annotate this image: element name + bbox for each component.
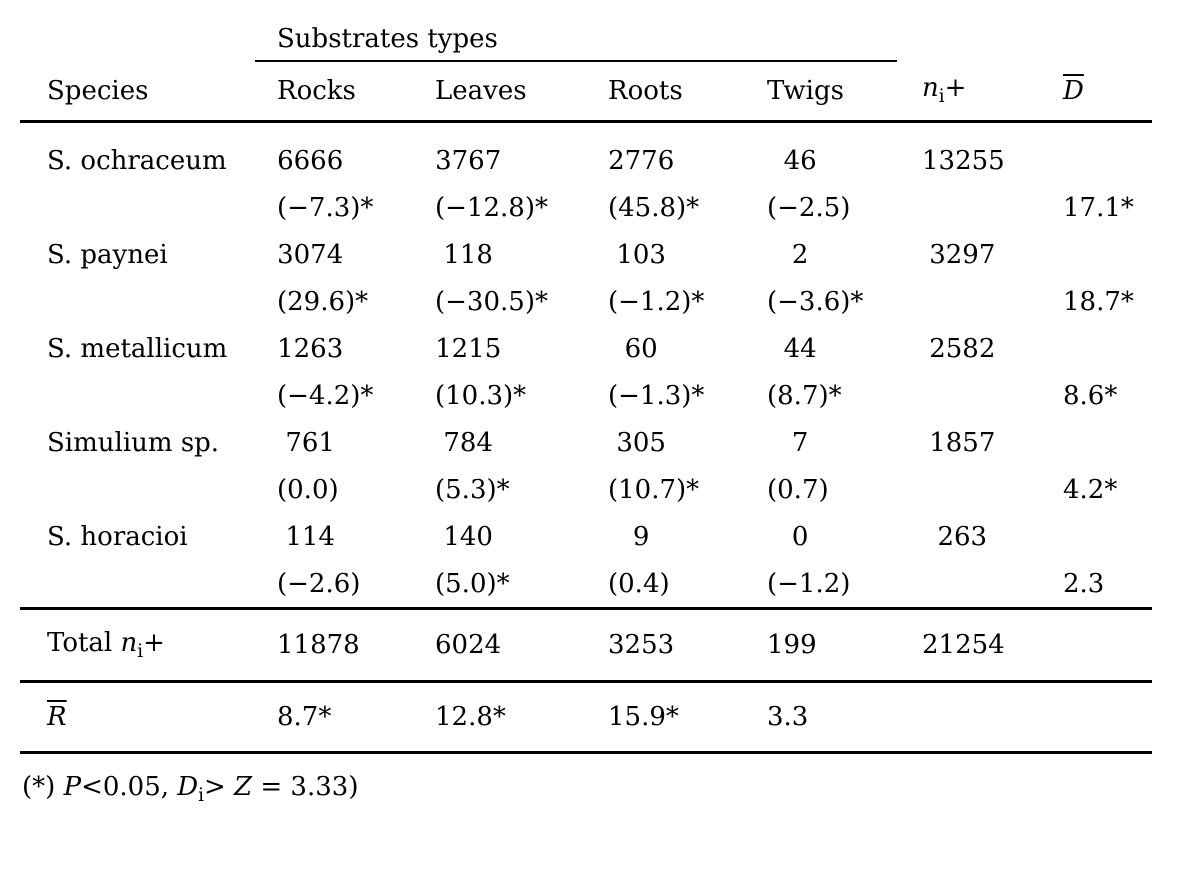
deviation-cell: (5.0)* (435, 568, 510, 599)
count-value: 60 (624, 333, 658, 364)
count-cell (767, 231, 897, 278)
dbar-value-cell: 8.6* (1063, 380, 1118, 411)
deviation-cell: (0.7) (767, 474, 829, 505)
species-name: S. paynei (47, 239, 168, 270)
count-cell (608, 513, 767, 560)
footnote (22, 772, 1177, 806)
count-cell (608, 231, 767, 278)
count-cell (255, 419, 435, 466)
empty-cell (1063, 609, 1152, 682)
total-count-cell: 6024 (435, 609, 608, 682)
count-cell (435, 231, 608, 278)
deviation-cell: (−3.6)* (767, 286, 864, 317)
count-cell (608, 122, 767, 185)
deviation-cell: (0.4) (608, 568, 670, 599)
table-row (20, 184, 1152, 231)
deviation-cell: (−2.5) (767, 192, 851, 223)
rbar-value-cell: 3.3 (767, 682, 897, 753)
rbar-value-cell: 15.9* (608, 682, 767, 753)
footnote-text: (*) (22, 772, 64, 802)
rocks-header: Rocks (255, 61, 435, 122)
rbar-value-cell: 12.8* (435, 682, 608, 753)
dbar-value-cell: 17.1* (1063, 192, 1134, 223)
footnote-z-symbol: Z (234, 772, 253, 802)
count-value: 0 (791, 521, 809, 552)
count-value: 761 (285, 427, 335, 458)
dbar-header: $\overline{D}$ (1063, 61, 1152, 122)
substrate-table (20, 6, 1152, 754)
empty-cell (1063, 682, 1152, 753)
empty-cell (1063, 325, 1152, 372)
rbar-label: $\overline{R}$ (20, 682, 255, 753)
table-row (20, 419, 1152, 466)
total-row (20, 609, 1152, 682)
deviation-cell: (−12.8)* (435, 192, 548, 223)
count-value: 7 (791, 427, 809, 458)
ni-total-cell (897, 325, 1063, 372)
count-cell (255, 325, 435, 372)
table-row (20, 372, 1152, 419)
deviation-cell: (−30.5)* (435, 286, 548, 317)
deviation-cell: (−1.3)* (608, 380, 705, 411)
empty-cell (1063, 231, 1152, 278)
empty-cell (20, 278, 255, 325)
empty-cell (20, 372, 255, 419)
species-header: Species (20, 61, 255, 122)
count-value: 1263 (277, 333, 344, 364)
empty-cell (1063, 419, 1152, 466)
count-value: 44 (783, 333, 817, 364)
deviation-cell: (10.7)* (608, 474, 700, 505)
ni-header: $n_i+$ (897, 61, 1063, 122)
empty-cell (897, 6, 1063, 61)
count-value: 3074 (277, 239, 344, 270)
table-row (20, 231, 1152, 278)
count-value: 9 (632, 521, 650, 552)
deviation-cell: (−1.2) (767, 568, 851, 599)
count-cell (767, 419, 897, 466)
dbar-value-cell: 18.7* (1063, 286, 1134, 317)
empty-cell (897, 560, 1063, 609)
table-row (20, 560, 1152, 609)
spanner-cell (255, 6, 897, 61)
header-row (20, 61, 1152, 122)
footnote-p-symbol: P (63, 772, 82, 802)
empty-cell (20, 466, 255, 513)
count-value: 46 (783, 145, 817, 176)
count-value: 305 (616, 427, 666, 458)
ni-total-value: 3297 (929, 239, 996, 270)
ni-total-value: 263 (937, 521, 988, 552)
count-cell (608, 325, 767, 372)
empty-cell (897, 466, 1063, 513)
empty-cell (1063, 6, 1152, 61)
count-cell (435, 122, 608, 185)
count-cell (435, 419, 608, 466)
empty-cell (897, 682, 1063, 753)
count-cell (767, 122, 897, 185)
deviation-cell: (−2.6) (277, 568, 361, 599)
ni-total-value: 1857 (929, 427, 996, 458)
leaves-header: Leaves (435, 61, 608, 122)
count-cell (608, 419, 767, 466)
species-name: S. horacioi (47, 521, 188, 552)
total-count-cell: 3253 (608, 609, 767, 682)
count-cell (255, 231, 435, 278)
roots-header: Roots (608, 61, 767, 122)
count-value: 2 (791, 239, 809, 270)
count-value: 3767 (435, 145, 502, 176)
empty-cell (897, 278, 1063, 325)
ni-total-value: 2582 (929, 333, 996, 364)
deviation-cell: (10.3)* (435, 380, 527, 411)
empty-cell (897, 372, 1063, 419)
ni-total-value: 13255 (922, 145, 1005, 176)
spanner-row (20, 6, 1152, 61)
empty-cell (20, 6, 255, 61)
count-cell (435, 325, 608, 372)
species-name: Simulium sp. (47, 427, 220, 458)
grand-total-cell: 21254 (897, 609, 1063, 682)
deviation-cell: (29.6)* (277, 286, 369, 317)
deviation-cell: (−7.3)* (277, 192, 374, 223)
count-value: 103 (616, 239, 666, 270)
table-row (20, 278, 1152, 325)
ni-total-cell (897, 231, 1063, 278)
count-value: 1215 (435, 333, 502, 364)
count-cell (767, 325, 897, 372)
ni-total-cell (897, 122, 1063, 185)
count-value: 140 (443, 521, 493, 552)
deviation-cell: (−4.2)* (277, 380, 374, 411)
footnote-d-symbol: D (177, 772, 199, 802)
deviation-cell: (0.0) (277, 474, 339, 505)
empty-cell (20, 184, 255, 231)
footnote-text: = 3.33) (252, 772, 359, 802)
footnote-d-subscript: i (198, 785, 204, 807)
twigs-header: Twigs (767, 61, 897, 122)
table-row (20, 466, 1152, 513)
dbar-value-cell: 4.2* (1063, 474, 1118, 505)
deviation-cell: (−1.2)* (608, 286, 705, 317)
deviation-cell: (5.3)* (435, 474, 510, 505)
count-value: 2776 (608, 145, 675, 176)
count-value: 114 (285, 521, 335, 552)
count-value: 6666 (277, 145, 344, 176)
ni-total-cell (897, 419, 1063, 466)
count-cell (435, 513, 608, 560)
species-name: S. ochraceum (47, 145, 227, 176)
dbar-value-cell: 2.3 (1063, 568, 1105, 599)
total-label: Total $n_i+$ (20, 609, 255, 682)
rbar-value-cell: 8.7* (255, 682, 435, 753)
empty-cell (1063, 122, 1152, 185)
ni-total-cell (897, 513, 1063, 560)
spanner-label: Substrates types (277, 24, 498, 54)
total-count-cell: 199 (767, 609, 897, 682)
count-cell (255, 122, 435, 185)
species-name: S. metallicum (47, 333, 228, 364)
table-row (20, 122, 1152, 185)
count-cell (255, 513, 435, 560)
table-row (20, 513, 1152, 560)
rbar-row (20, 682, 1152, 753)
total-count-cell: 11878 (255, 609, 435, 682)
footnote-text: > (203, 772, 235, 802)
empty-cell (20, 560, 255, 609)
deviation-cell: (8.7)* (767, 380, 842, 411)
count-value: 784 (443, 427, 493, 458)
empty-cell (1063, 513, 1152, 560)
count-cell (767, 513, 897, 560)
empty-cell (897, 184, 1063, 231)
deviation-cell: (45.8)* (608, 192, 700, 223)
table-row (20, 325, 1152, 372)
footnote-text: <0.05, (81, 772, 178, 802)
count-value: 118 (443, 239, 493, 270)
